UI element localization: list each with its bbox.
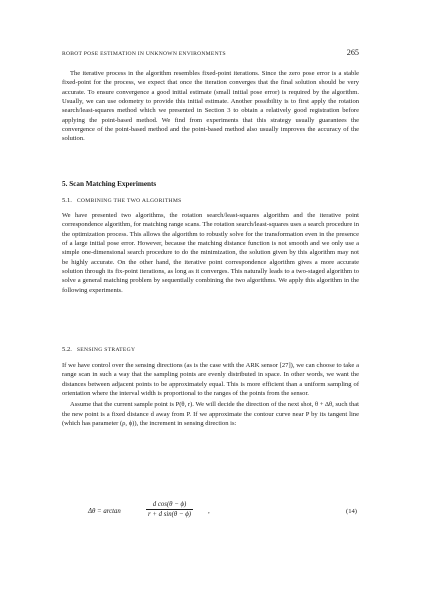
section-heading: 5. Scan Matching Experiments <box>62 180 157 188</box>
subsection-5-1-body <box>62 211 359 295</box>
equation-numerator: d cos(θ − ϕ) <box>152 501 187 508</box>
equation-denominator: r + d sin(θ − ϕ) <box>148 511 192 518</box>
intro-block <box>62 69 359 144</box>
equation-fraction <box>146 501 193 518</box>
subsection-5-2-body <box>62 361 359 428</box>
subsection-heading-5-2 <box>62 345 359 355</box>
subsection-5-2-paragraph-2: Assume that the current sample point is P(θ, r). We will decide the direction of the next shot, θ + Δθ, such that the new point is a fixed distance d away from P. If we approximate the contour curve near P by its tangent line (which has parameter (ρ, ϕ)), the increment in sensing direction is: <box>62 401 359 428</box>
equation-14 <box>62 500 359 526</box>
subsection-number: 5.2. <box>62 346 72 353</box>
subsection-5-1-paragraph: We have presented two algorithms, the rotation search/least-squares algorithm and the iterative point correspondence algorithm, for matching range scans. The rotation search/least-squares uses a search procedure in the optimization process. This allows the algorithm to robustly solve for the transformation even in the presence of a large initial pose error. However, because the matching distance function is not smooth and we only use a simple one-dimensional search procedure to do the minimization, the solution given by this algorithm may not be highly accurate. On the other hand, the iterative point correspondence algorithm gives a more accurate solution through its fix-point iterations, as long as it converges. This naturally leads to a two-staged algorithm to solve a general matching problem by sequentially combining the two algorithms. We apply this algorithm in the following experiments. <box>62 212 359 294</box>
page-number: 265 <box>346 48 359 57</box>
section-heading-block <box>62 179 359 189</box>
equation-number: (14) <box>346 508 357 515</box>
equation-tail: , <box>208 508 210 515</box>
running-head: ROBOT POSE ESTIMATION IN UNKNOWN ENVIRONMENTS <box>62 51 226 57</box>
subsection-5-2-paragraph-1: If we have control over the sensing directions (as is the case with the ARK sensor [27]), we can choose to take a range scan in such a way that the sampling points are evenly distributed in space. In other words, we want the distances between adjacent points to be approximately equal. This is more efficient than a uniform sampling of orientation where the interval width is proportional to the ranges of the points from the sensor. <box>62 362 359 398</box>
subsection-title: COMBINING THE TWO ALGORITHMS <box>76 198 182 204</box>
subsection-title: SENSING STRATEGY <box>76 347 136 353</box>
subsection-number: 5.1. <box>62 197 72 204</box>
subsection-heading-5-1 <box>62 196 359 206</box>
fraction-bar <box>146 509 193 510</box>
equation-lhs: Δθ = arctan <box>88 508 121 515</box>
intro-paragraph: The iterative process in the algorithm resembles fixed-point iterations. Since the zero pose error is a stable fixed-point for the process, we expect that once the iteration converges that the final solution should be very accurate. To ensure convergence a good initial estimate (small initial pose error) is required by the algorithm. Usually, we can use odometry to provide this initial estimate. Another possibility is to first apply the rotation search/least-squares method which we presented in Section 3 to obtain a relatively good registration before applying the point-based method. We find from experiments that this strategy usually guarantees the convergence of the point-based method and the point-based method also usually improves the accuracy of the solution. <box>62 70 359 143</box>
